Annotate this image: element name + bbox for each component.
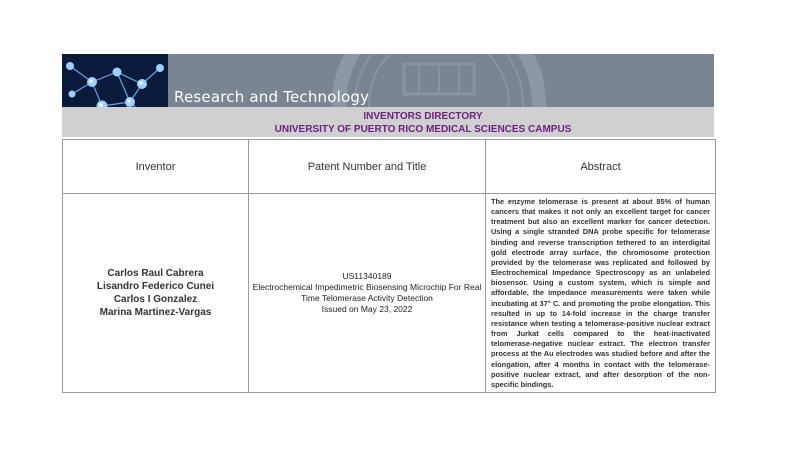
abstract-cell: The enzyme telomerase is present at about 85% of human cancers that makes it not only an excellent target for cancer treatment but also an excellent marker for cancer detection. Using a single stranded DNA probe specific for telomerase binding and reverse transcription tethered to an interdigital gold electrode array surface, the chromosome protection provided by the telomerase was replicated and followed by Electrochemical Impedance Spectroscopy as an unlabeled biosensor. Using a custom system, which is simple and affordable, the impedance measurements were taken while incubating at 37° C. and promoting the probe elongation. This resulted in up to 14-fold increase in the charge transfer resistance when testing a telomerase-positive nuclear extract from Jurkat cells compared to the heat-inactivated telomerase-negative nuclear extract. The electron transfer process at the Au electrodes was studied before and after the elongation, after 4 months in contact with the telomerase-positive nuclear extract, and after desorption of the non-specific bindings. [486,194,716,393]
banner [62,54,714,107]
inventors-table [62,139,716,393]
document-slide [62,54,714,393]
inventor-name: Carlos Raul Cabrera [107,267,204,279]
institution-name: UNIVERSITY OF PUERTO RICO MEDICAL SCIENCES CAMPUS [274,124,572,135]
molecular-network-image [62,54,168,107]
inventor-name: Carlos I Gonzalez [113,293,198,305]
column-header-patent: Patent Number and Title [249,140,486,194]
table-header-row [63,140,716,194]
inventor-name: Marina Martinez-Vargas [99,306,212,318]
patent-cell [249,194,486,393]
issue-date: Issued on May 23, 2022 [321,303,413,314]
directory-title: INVENTORS DIRECTORY [363,111,483,122]
inventor-name: Lisandro Federico Cunei [96,280,215,292]
column-header-inventor: Inventor [63,140,249,194]
directory-header [62,107,714,139]
table-row [63,194,716,393]
inventors-cell [63,194,249,393]
patent-number: US11340189 [342,270,392,281]
patent-title: Electrochemical Impedimetric Biosensing Microchip For Real Time Telomerase Activity Detection [252,281,482,303]
column-header-abstract: Abstract [486,140,716,194]
banner-title: Research and Technology [174,88,370,106]
